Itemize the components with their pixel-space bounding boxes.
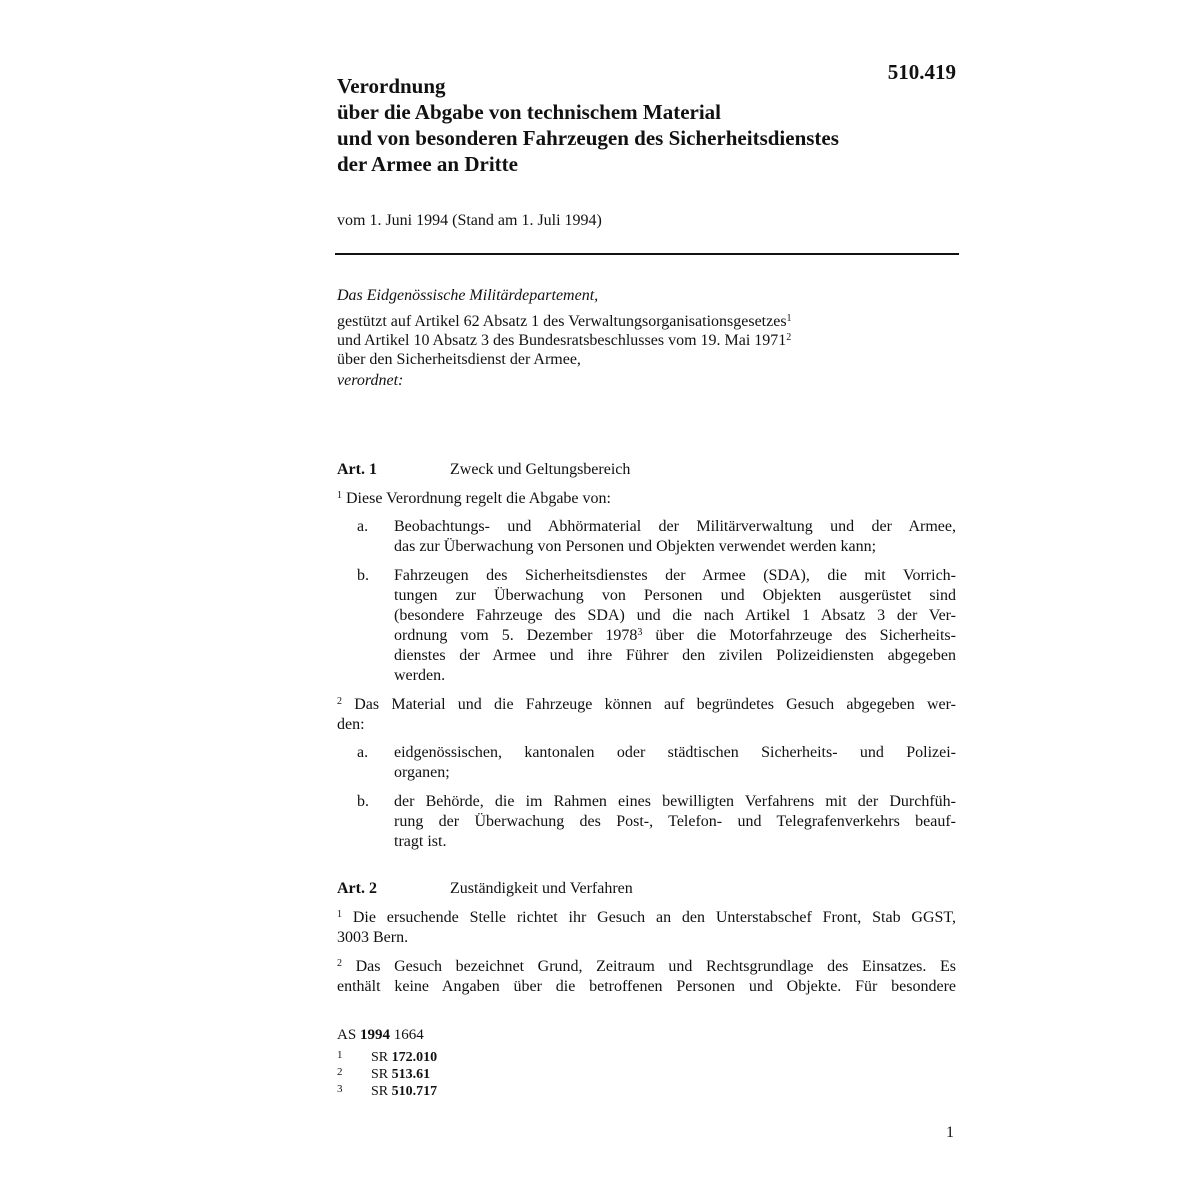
footnote-ref: 1 — [786, 313, 792, 324]
official-source: AS 1994 1664 — [337, 1027, 424, 1043]
title-divider — [335, 253, 959, 255]
art1-paragraph-2: $^2$ Das Material und die Fahrzeuge können auf begründetes Gesuch abgegeben wer- den: — [337, 696, 956, 733]
ingress-authority: Das Eidgenössische Militärdepartement, — [337, 287, 599, 304]
title-line: und von besonderen Fahrzeugen des Sicherheitsdienstes — [337, 126, 839, 150]
footnote: 3 SR 510.717 — [337, 1083, 438, 1099]
footnote-ref: 3 — [637, 627, 643, 638]
footnote-ref: 2 — [786, 332, 792, 343]
document-title — [337, 73, 937, 177]
ingress — [337, 286, 957, 390]
title-line: über die Abgabe von technischem Material — [337, 100, 722, 124]
article-2-heading — [337, 880, 633, 898]
article-number: Art. 1 — [337, 461, 377, 478]
item-letter: b. — [357, 567, 369, 584]
title-line: der Armee an Dritte — [337, 152, 518, 176]
page-number: 1 — [946, 1124, 954, 1141]
footnote-sr-ref: 513.61 — [391, 1067, 431, 1082]
footnote-number: 1 — [337, 1049, 343, 1061]
art1-paragraph-1: $^1$ Diese Verordnung regelt die Abgabe von: — [337, 490, 611, 507]
title-line: Verordnung — [337, 74, 446, 98]
item-text: Beobachtungs- und Abhörmaterial der Militärverwaltung und der Armee, das zur Überwachung von Personen und Objekten verwendet werden kann; — [394, 518, 956, 555]
ingress-basis-line: über den Sicherheitsdienst der Armee, — [337, 351, 581, 368]
sr-number: 510.419 — [887, 60, 956, 84]
paragraph-number: 1 — [337, 909, 342, 920]
item-text: eidgenössischen, kantonalen oder städtischen Sicherheits- und Polizei- organen; — [394, 744, 956, 781]
item-letter: b. — [357, 793, 369, 810]
paragraph-number: 2 — [337, 696, 342, 707]
article-title: Zweck und Geltungsbereich — [450, 461, 631, 478]
ingress-basis-line: gestützt auf Artikel 62 Absatz 1 des Verwaltungsorganisationsgesetzes$^1$ — [337, 313, 792, 330]
footnote-number: 3 — [337, 1083, 343, 1095]
ingress-basis-line: und Artikel 10 Absatz 3 des Bundesratsbeschlusses vom 19. Mai 1971$^2$ — [337, 332, 792, 349]
item-letter: a. — [357, 744, 369, 761]
footnote-number: 2 — [337, 1066, 343, 1078]
article-title: Zuständigkeit und Verfahren — [450, 880, 633, 897]
document-date: vom 1. Juni 1994 (Stand am 1. Juli 1994) — [337, 212, 602, 229]
art2-paragraph-2: $^2$ Das Gesuch bezeichnet Grund, Zeitraum und Rechtsgrundlage des Einsatzes. Es enthält keine Angaben über die betroffenen Personen und Objekte. Für besondere — [337, 958, 956, 995]
article-1-heading — [337, 461, 630, 479]
paragraph-number: 2 — [337, 958, 342, 969]
footnote: 2 SR 513.61 — [337, 1066, 431, 1082]
item-text: der Behörde, die im Rahmen eines bewilligten Verfahrens mit der Durchfüh- rung der Überwachung des Post-, Telefon- und Telegrafenverkehrs beauf- tragt ist. — [394, 793, 956, 850]
article-number: Art. 2 — [337, 880, 377, 897]
ingress-decrees: verordnet: — [337, 372, 404, 389]
item-letter: a. — [357, 518, 369, 535]
paragraph-number: 1 — [337, 490, 342, 501]
art2-paragraph-1: $^1$ Die ersuchende Stelle richtet ihr Gesuch an den Unterstabschef Front, Stab GGST, 3003 Bern. — [337, 909, 957, 946]
item-text: Fahrzeugen des Sicherheitsdienstes der Armee (SDA), die mit Vorrich- tungen zur Überwachung von Personen und Objekten ausgerüstet sind (besondere Fahrzeuge des SDA) und die nach Artikel 1 Absatz 3 der Ver- ordnung vom 5. Dezember 1978$^3$ über die Motorfahrzeuge des Sicherheits- dienstes der Armee und ihre Führer den zivilen Polizeidiensten abgegeben werden. — [394, 567, 956, 684]
footnote: 1 SR 172.010 — [337, 1049, 438, 1065]
footnote-sr-ref: 510.717 — [391, 1084, 438, 1099]
footnote-sr-ref: 172.010 — [391, 1050, 438, 1065]
